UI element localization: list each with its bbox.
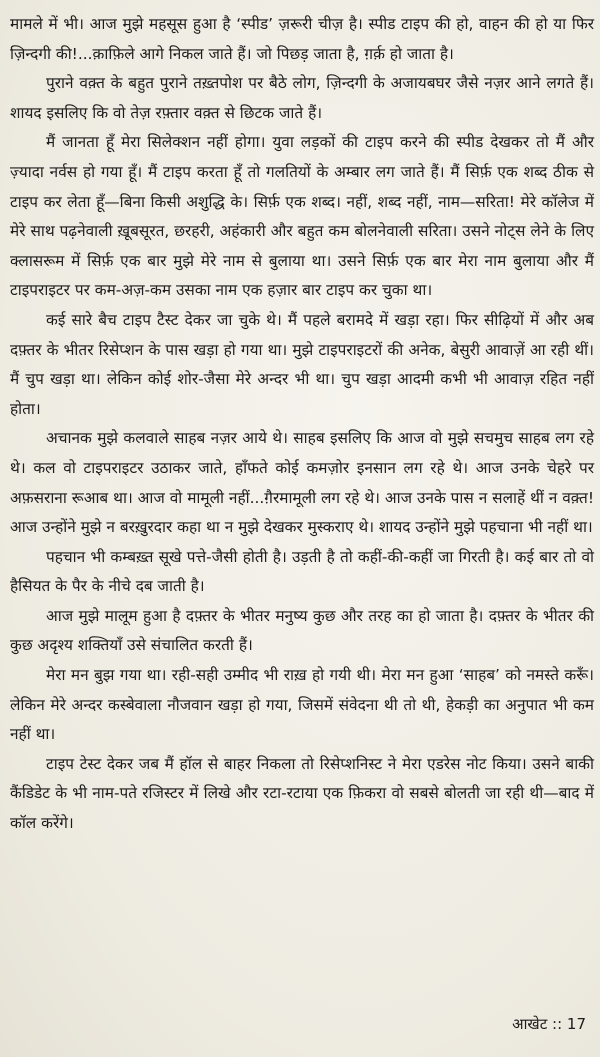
paragraph: अचानक मुझे कलवाले साहब नज़र आये थे। साहब इसलिए कि आज वो मुझे सचमुच साहब लग रहे थे। कल वो टाइपराइटर उठाकर जाते, हाँफते कोई कमज़ोर इनसान लग रहे थे। आज उनके चेहरे पर अफ़सराना रूआब था। आज वो मामूली नहीं...ग़ैरमामूली लग रहे थे। आज उनके पास न सलाहें थीं न वक़्त! आज उन्होंने मुझे न बरख़ुरदार कहा था न मुझे देखकर मुस्कराए थे। शायद उन्होंने मुझे पहचाना भी नहीं था। [10, 429, 594, 537]
page-folio: आखेट :: 17 [512, 1015, 586, 1033]
paragraph: पुराने वक़्त के बहुत पुराने तख़्तपोश पर बैठे लोग, ज़िन्दगी के अजायबघर जैसे नज़र आने लगते हैं। शायद इसलिए कि वो तेज़ रफ़्तार वक़्त से छिटक जाते हैं। [10, 74, 594, 122]
paragraph: टाइप टेस्ट देकर जब मैं हॉल से बाहर निकला तो रिसेप्शनिस्ट ने मेरा एडरेस नोट किया। उसने बाकी कैंडिडेट के भी नाम-पते रजिस्टर में लिखे और रटा-रटाया एक फ़िकरा वो सबसे बोलती जा रही थी—बाद में कॉल करेंगे। [10, 754, 594, 833]
paragraph: मैं जानता हूँ मेरा सिलेक्शन नहीं होगा। युवा लड़कों की टाइप करने की स्पीड देखकर तो मैं और ज़्यादा नर्वस हो गया हूँ। मैं टाइप करता हूँ तो गलतियों के अम्बार लग जाते हैं। मैं सिर्फ़ एक शब्द ठीक से टाइप कर लेता हूँ—बिना किसी अशुद्धि के। सिर्फ़ एक शब्द। नहीं, शब्द नहीं, नाम—सरिता! मेरे कॉलेज में मेरे साथ पढ़नेवाली ख़ूबसूरत, छरहरी, अहंकारी और बहुत कम बोलनेवाली सरिता। उसने नोट्स लेने के लिए क्लासरूम में सिर्फ़ एक बार मुझे मेरे नाम से बुलाया था। उसने सिर्फ़ एक बार मेरा नाम बुलाया और मैं टाइपराइटर पर कम-अज़-कम उसका नाम एक हज़ार बार टाइप कर चुका था। [10, 133, 594, 300]
paragraph: कई सारे बैच टाइप टैस्ट देकर जा चुके थे। मैं पहले बरामदे में खड़ा रहा। फिर सीढ़ियों में और अब दफ़्तर के भीतर रिसेप्शन के पास खड़ा हो गया था। मुझे टाइपराइटरों की अनेक, बेसुरी आवाज़ें आ रही थीं। मैं चुप खड़ा था। लेकिन कोई शोर-जैसा मेरे अन्दर भी था। चुप खड़ा आदमी कभी भी आवाज़ रहित नहीं होता। [10, 310, 594, 418]
paragraph: पहचान भी कम्बख़्त सूखे पत्ते-जैसी होती है। उड़ती है तो कहीं-की-कहीं जा गिरती है। कई बार तो वो हैसियत के पैर के नीचे दब जाती है। [10, 547, 594, 596]
paragraph: मेरा मन बुझ गया था। रही-सही उम्मीद भी राख़ हो गयी थी। मेरा मन हुआ ‘साहब’ को नमस्ते करूँ। लेकिन मेरे अन्दर कस्बेवाला नौजवान खड़ा हो गया, जिसमें संवेदना थी तो थी, हेकड़ी का अनुपात भी कम नहीं था। [10, 666, 594, 744]
paragraph-continued: मामले में भी। आज मुझे महसूस हुआ है ‘स्पीड’ ज़रूरी चीज़ है। स्पीड टाइप की हो, वाहन की हो या फिर ज़िन्दगी की!...क़ाफ़िले आगे निकल जाते हैं। जो पिछड़ जाता है, ग़र्क़ हो जाता है। [10, 15, 594, 63]
body-text [10, 10, 594, 839]
paragraph: आज मुझे मालूम हुआ है दफ़्तर के भीतर मनुष्य कुछ और तरह का हो जाता है। दफ़्तर के भीतर की कुछ अदृश्य शक्तियाँ उसे संचालित करती हैं। [10, 606, 594, 655]
